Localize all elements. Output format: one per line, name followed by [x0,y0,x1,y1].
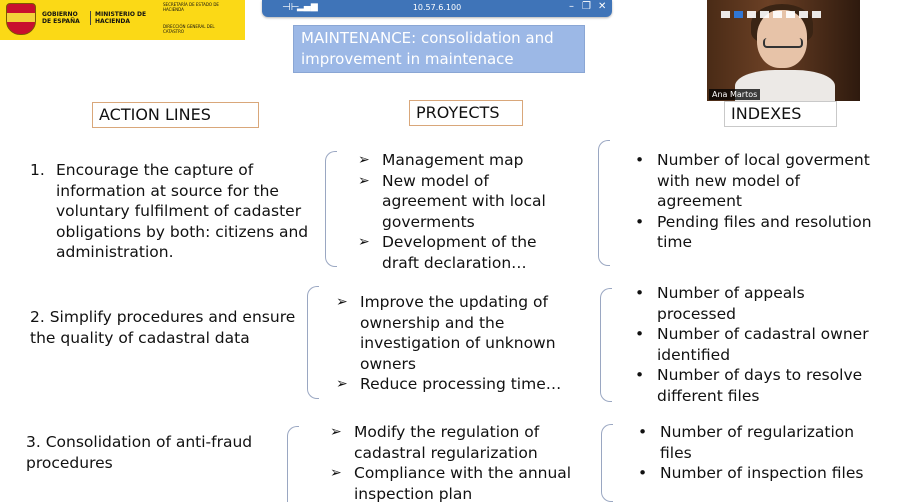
video-control-icon[interactable] [734,11,743,18]
signal-icon: ▂▄▆ [297,2,318,12]
coat-of-arms-icon [6,3,36,35]
logo-government: GOBIERNO DE ESPAÑA [42,11,80,25]
participant-video[interactable] [707,0,860,101]
video-control-icon[interactable] [799,11,808,18]
project-item: ➢ Reduce processing time… [336,374,576,395]
index-item: • Number of inspection files [635,463,885,484]
index-item: • Number of regularization files [635,422,885,463]
action-line-1-number: 1. [30,161,45,179]
indexes-2-bracket [600,288,612,402]
projects-1-bracket [325,151,337,267]
projects-list-3 [330,422,580,502]
project-item: ➢ Compliance with the annual inspection plan [330,463,580,502]
project-item: ➢ Development of the draft declaration… [358,232,558,273]
remote-host-ip: 10.57.6.100 [412,3,462,12]
header-indexes: INDEXES [724,101,837,127]
ministry-logo [0,0,245,40]
participant-name: Ana Martos [709,89,760,100]
video-control-icon[interactable] [721,11,730,18]
index-item: • Number of cadastral owner identified [632,324,882,365]
projects-2-bracket [307,286,319,399]
project-item: ➢ Improve the updating of ownership and the investigation of unknown owners [336,292,576,374]
participant-glasses [763,38,803,48]
close-button[interactable]: ✕ [598,1,607,12]
index-item: • Number of local goverment with new model of agreement [632,150,872,212]
logo-secretariat: SECRETARÍA DE ESTADO DE HACIENDA [163,2,219,12]
indexes-1-bracket [598,140,610,266]
remote-desktop-bar [262,0,612,17]
project-item: ➢ Management map [358,150,558,171]
index-item: • Pending files and resolution time [632,212,872,253]
video-controls[interactable] [721,3,851,11]
project-item: ➢ New model of agreement with local goverments [358,171,558,233]
video-control-icon[interactable] [760,11,769,18]
logo-directorate: DIRECCIÓN GENERAL DEL CATASTRO [163,24,215,34]
indexes-list-1 [632,150,872,253]
index-item: • Number of days to resolve different files [632,365,882,406]
project-item: ➢ Modify the regulation of cadastral regularization [330,422,580,463]
projects-list-1 [358,150,558,273]
index-item: • Number of appeals processed [632,283,882,324]
indexes-list-2 [632,283,882,406]
indexes-list-3 [635,422,885,484]
indexes-3-bracket [601,424,613,502]
action-line-1: Encourage the capture of information at source for the voluntary fulfilment of cadaster obligations by both: citizens and administration. [56,161,309,261]
projects-3-bracket [287,426,299,502]
video-control-icon[interactable] [812,11,821,18]
restore-button[interactable]: ❐ [582,1,591,12]
logo-ministry: MINISTERIO DE HACIENDA [90,11,160,25]
header-projects: PROYECTS [409,100,523,126]
projects-list-2 [336,292,576,395]
slide-title: MAINTENANCE: consolidation and improvement in maintenace [293,25,585,73]
action-line-2: 2. Simplify procedures and ensure the quality of cadastral data [30,308,296,347]
video-control-icon[interactable] [773,11,782,18]
video-control-icon[interactable] [747,11,756,18]
header-action-lines: ACTION LINES [92,102,259,128]
minimize-button[interactable]: – [569,1,574,12]
action-line-3: 3. Consolidation of anti-fraud procedures [26,433,253,472]
video-control-icon[interactable] [786,11,795,18]
pin-icon[interactable]: ⊣⊢ [282,2,300,13]
